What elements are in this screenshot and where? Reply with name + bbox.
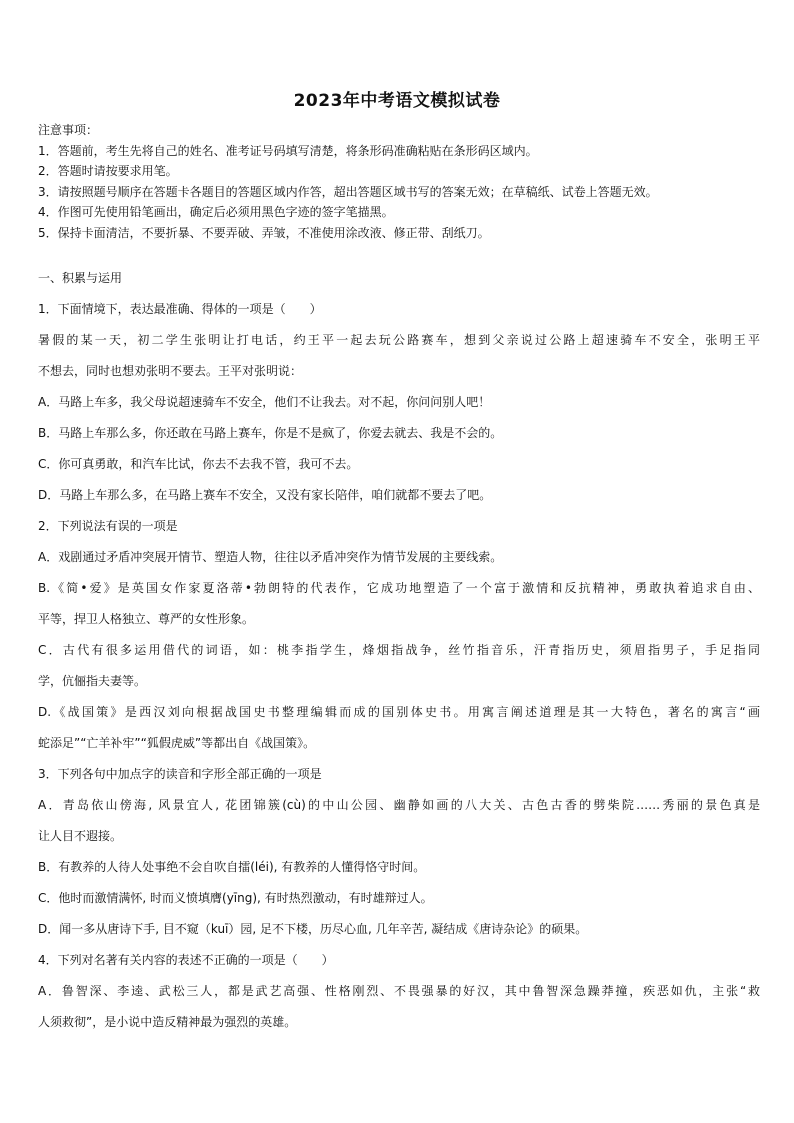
text-line: 暑假的某一天，初二学生张明让打电话，约王平一起去玩公路赛车，想到父亲说过公路上超速骑车不安全，张明王平 — [38, 333, 760, 347]
text-line: 1．下面情境下，表达最准确、得体的一项是（ ） — [38, 302, 322, 316]
text-line: D．闻一多从唐诗下手, 目不窥（kuī）园, 足不下楼，历尽心血, 几年辛苦, 凝结成《唐诗杂论》的硕果。 — [38, 922, 588, 936]
text-line: A．戏剧通过矛盾冲突展开情节、塑造人物，往往以矛盾冲突作为情节发展的主要线索。 — [38, 550, 503, 564]
text-line: C．他时而激情满怀, 时而义愤填膺(yīng), 有时热烈激动，有时雄辩过人。 — [38, 891, 433, 905]
notice-section — [38, 120, 760, 243]
notice-heading: 注意事项： — [38, 123, 99, 137]
text-line: A．鲁智深、李逵、武松三人，都是武艺高强、性格刚烈、不畏强暴的好汉，其中鲁智深急躁莽撞，疾恶如仇，主张“救 — [38, 984, 760, 998]
notice-item: 4．作图可先使用铅笔画出，确定后必须用黑色字迹的签字笔描黑。 — [38, 205, 394, 219]
notice-item: 2．答题时请按要求用笔。 — [38, 164, 178, 178]
text-line: 人须救彻”，是小说中造反精神最为强烈的英雄。 — [38, 1015, 297, 1029]
text-line: 学，伉俪指夫妻等。 — [38, 674, 147, 688]
text-line: A．马路上车多，我父母说超速骑车不安全，他们不让我去。对不起，你问问别人吧！ — [38, 395, 491, 409]
notice-item: 5．保持卡面清洁，不要折暴、不要弄破、弄皱，不准使用涂改液、修正带、刮纸刀。 — [38, 225, 490, 240]
text-line: B．马路上车那么多，你还敢在马路上赛车，你是不是疯了，你爱去就去、我是不会的。 — [38, 426, 503, 440]
text-line: B．有教养的人待人处事绝不会自吹自擂(léi), 有教养的人懂得恪守时间。 — [38, 860, 426, 874]
page-title: 2023年中考语文模拟试卷 — [293, 91, 501, 111]
text-line: C．你可真勇敢，和汽车比试，你去不去我不管，我可不去。 — [38, 457, 359, 471]
text-line: A．青岛依山傍海, 风景宜人, 花团锦簇(cù)的中山公园、幽静如画的八大关、古色古香的劈柴院……秀丽的景色真是 — [38, 798, 760, 812]
text-line: D．马路上车那么多，在马路上赛车不安全，又没有家长陪伴，咱们就都不要去了吧。 — [38, 488, 492, 502]
text-line: 不想去，同时也想劝张明不要去。王平对张明说： — [38, 364, 303, 378]
text-line: 平等，捍卫人格独立、尊严的女性形象。 — [38, 612, 255, 626]
text-line: 蛇添足”“亡羊补牢”“狐假虎威”等都出自《战国策》。 — [38, 736, 316, 750]
text-line: 3．下列各句中加点字的读音和字形全部正确的一项是 — [38, 767, 322, 781]
text-line: 2．下列说法有误的一项是 — [38, 519, 178, 533]
text-line: B.《简•爱》是英国女作家夏洛蒂•勃朗特的代表作，它成功地塑造了一个富于激情和反抗精神，勇敢执着追求自由、 — [38, 581, 760, 595]
notice-item: 3．请按照题号顺序在答题卡各题目的答题区域内作答，超出答题区域书写的答案无效；在草稿纸、试卷上答题无效。 — [38, 184, 658, 199]
text-line: C．古代有很多运用借代的词语，如：桃李指学生，烽烟指战争，丝竹指音乐，汗青指历史，须眉指男子，手足指同 — [38, 643, 760, 657]
text-line: D.《战国策》是西汉刘向根据战国史书整理编辑而成的国别体史书。用寓言阐述道理是其一大特色，著名的寓言“画 — [38, 705, 760, 719]
text-line: 让人目不遐接。 — [38, 829, 123, 843]
text-line: 一、积累与运用 — [38, 271, 123, 285]
notice-item: 1．答题前，考生先将自己的姓名、准考证号码填写清楚，将条形码准确粘贴在条形码区域内。 — [38, 143, 538, 158]
text-line: 4．下列对名著有关内容的表述不正确的一项是（ ） — [38, 953, 334, 967]
question-body — [38, 263, 760, 1038]
